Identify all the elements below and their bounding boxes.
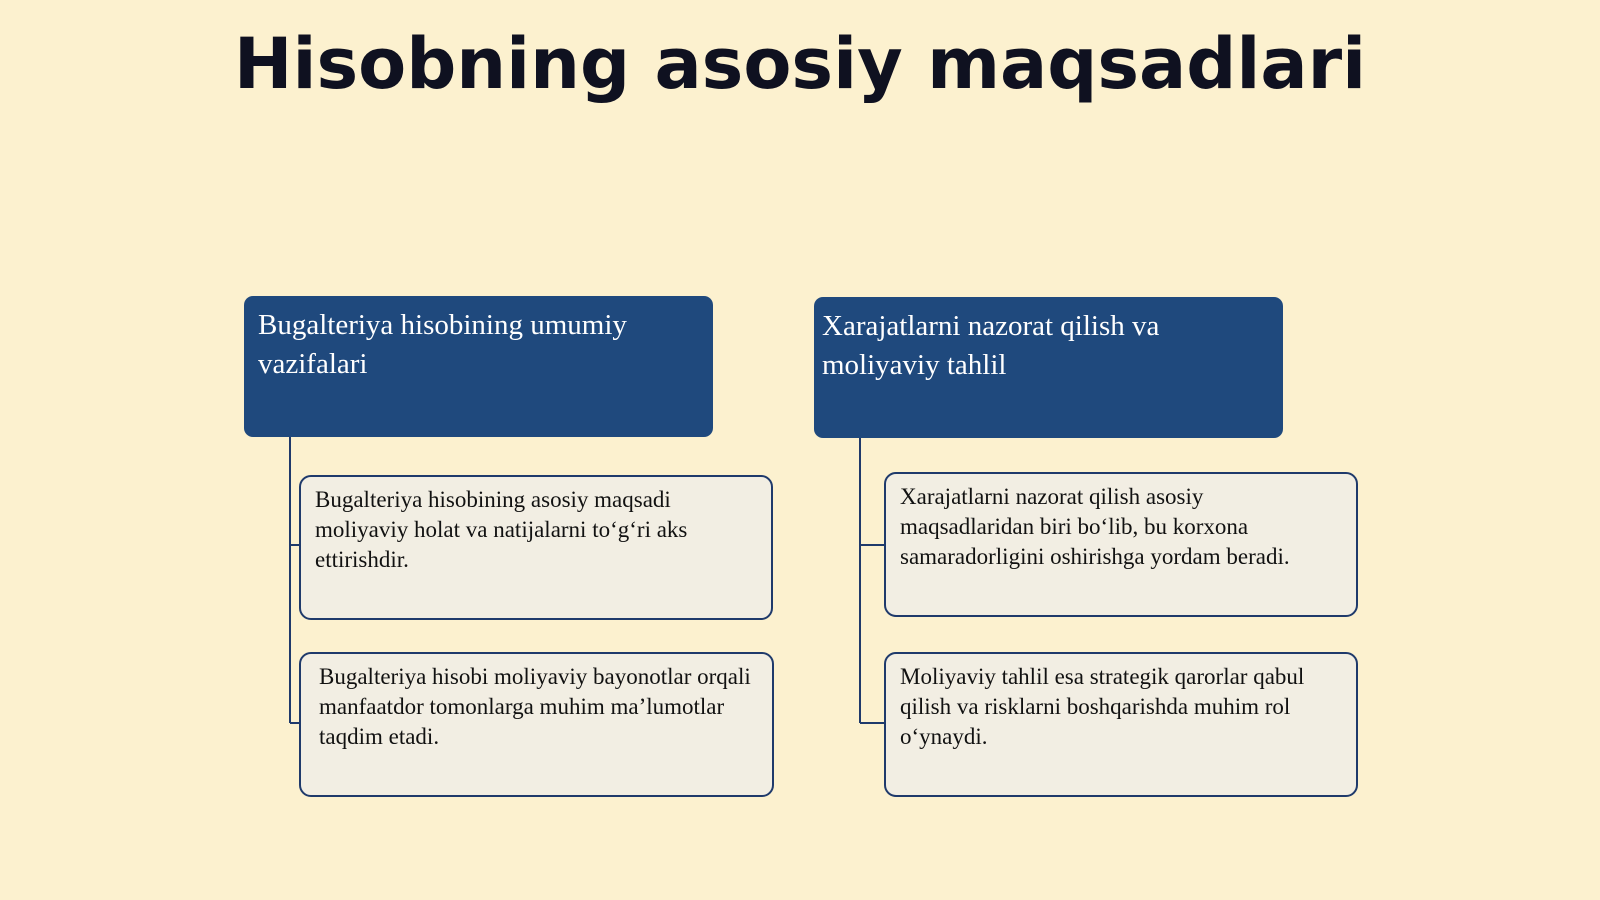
branch-1-item-2-text: Bugalteriya hisobi moliyaviy bayonotlar orqali manfaatdor tomonlarga muhim ma’lumotlar taqdim etadi. [319,664,751,749]
branch-2-item-1 [884,472,1358,617]
branch-1-item-1-text: Bugalteriya hisobining asosiy maqsadi moliyaviy holat va natijalarni to‘g‘ri aks ettirishdir. [315,487,688,572]
branch-2-item-2-text: Moliyaviy tahlil esa strategik qarorlar qabul qilish va risklarni boshqarishda muhim rol o‘ynaydi. [900,664,1305,749]
slide-title: Hisobning asosiy maqsadlari [233,23,1367,105]
branch-2-heading-box [814,297,1283,438]
branch-1-heading-box [244,296,713,437]
branch-1-item-1 [299,475,773,620]
branch-2-heading: Xarajatlarni nazorat qilish va moliyaviy tahlil [822,310,1160,381]
branch-2-item-2 [884,652,1358,797]
branch-1-heading: Bugalteriya hisobining umumiy vazifalari [258,309,627,380]
branch-2-item-1-text: Xarajatlarni nazorat qilish asosiy maqsadlaridan biri bo‘lib, bu korxona samaradorligini oshirishga yordam beradi. [900,484,1290,569]
branch-1-item-2 [299,652,774,797]
